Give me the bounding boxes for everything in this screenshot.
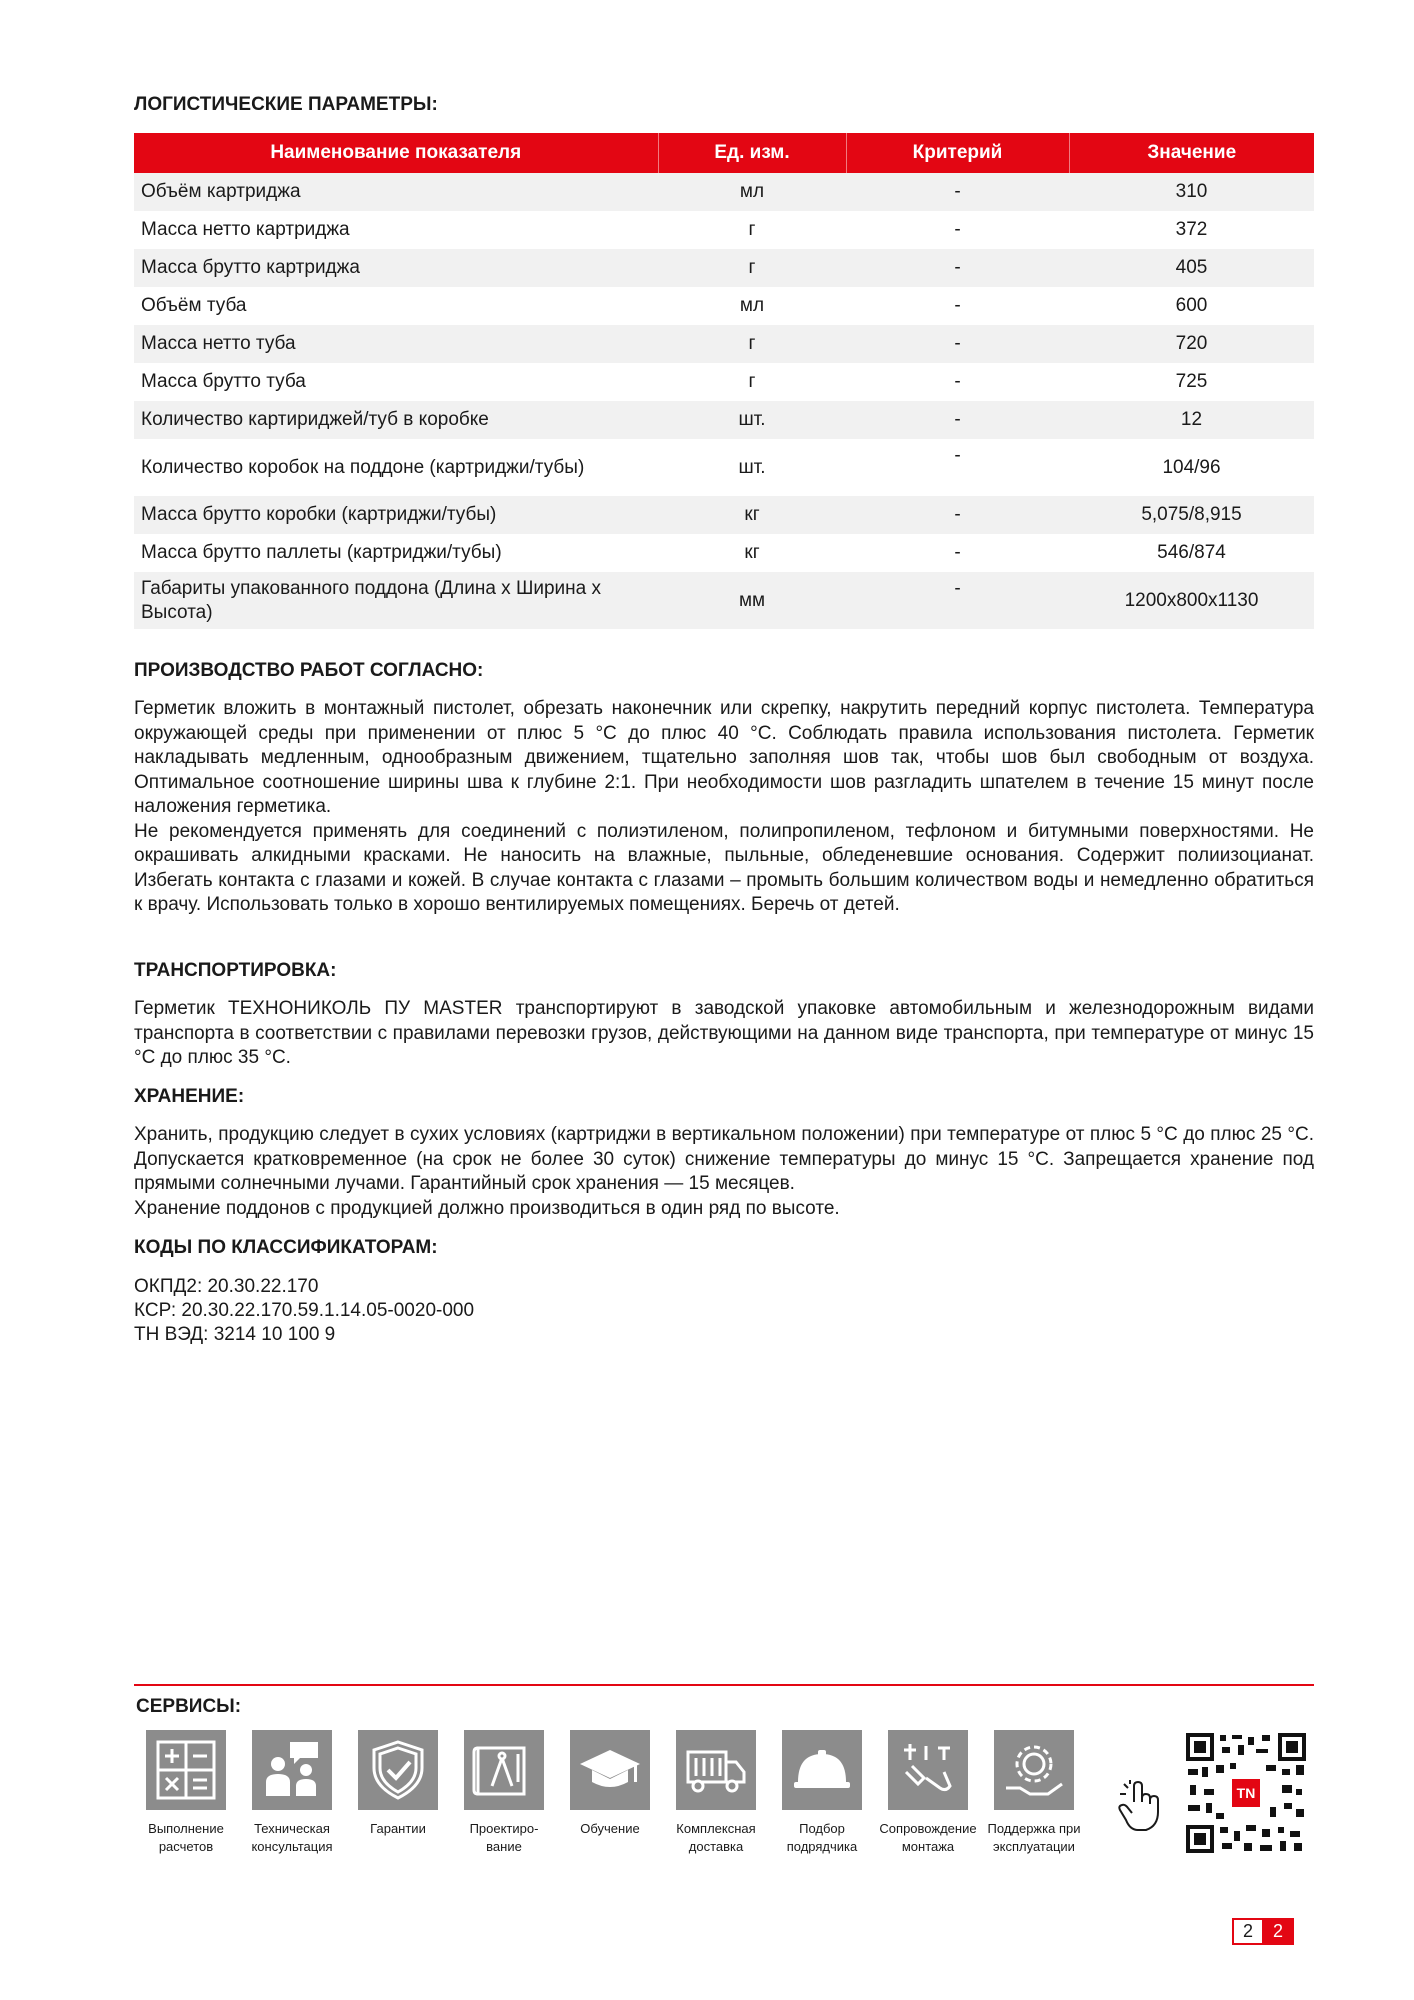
row-unit: г [658,325,846,363]
row-value: 405 [1069,249,1314,287]
production-paragraph-2: Не рекомендуется применять для соединений с полиэтиленом, полипропиленом, тефлоном и битумными поверхностями. Не окрашивать алкидными красками. Не наносить на влажные, пыльные, обледеневшие основания. Содержит полиизоцианат. Избегать контакта с глазами и кожей. В случае контакта с глазами – промыть большим количеством воды и немедленно обратиться к врачу. Использовать только в хорошо вентилируемых помещениях. Беречь от детей. [134,820,1314,915]
production-paragraph-1: Герметик вложить в монтажный пистолет, обрезать наконечник или скрепку, накрутить передний корпус пистолета. Температура окружающей среды при применении от плюс 5 °С до плюс 40 °С. Соблюдать правила использования пистолета. Герметик накладывать медленным, однообразным движением, тщательно заполняя шов так, чтобы шов был свободным от воздуха. Оптимальное соотношение ширины шва к глубине 2:1. При необходимости шов разгладить шпателем в течение 15 минут после наложения герметика. [134,698,1314,817]
transport-paragraph: Герметик ТЕХНОНИКОЛЬ ПУ MASTER транспортируют в заводской упаковке автомобильным и железнодорожным видами транспорта в соответствии с правилами перевозки грузов, действующими на данном виде транспорта, при температуре от минус 15 °С до плюс 35 °С. [134,998,1314,1068]
row-value: 372 [1175,219,1208,240]
service-support[interactable] [979,1730,1089,1856]
storage-text [134,1123,1314,1221]
row-name: Количество коробок на поддоне (картриджи/тубы) [141,456,585,478]
row-unit: г [658,249,846,287]
row-unit: г [748,219,756,240]
pointing-hand-icon [1118,1780,1162,1839]
blueprint-icon [464,1730,544,1810]
row-name: Количество картириджей/туб в коробке [134,401,658,439]
row-name: Масса брутто паллеты (картриджи/тубы) [141,542,502,563]
service-delivery[interactable] [661,1730,771,1856]
row-unit: мл [739,295,765,316]
row-name: Масса нетто картриджа [141,219,350,240]
service-label: Проектиро- вание [469,1821,539,1854]
hard-hat-icon [782,1730,862,1810]
table-row [134,325,1314,363]
row-criterion: - [954,219,961,240]
row-unit: кг [658,496,846,534]
table-row [134,249,1314,287]
row-value: 310 [1069,173,1314,211]
row-value: 12 [1069,401,1314,439]
row-criterion: - [954,371,961,392]
row-criterion: - [954,542,961,563]
service-label: Техническая консультация [251,1821,333,1854]
row-criterion: - [846,401,1069,439]
column-header-criterion: Критерий [846,133,1069,173]
service-label: Подбор подрядчика [786,1821,858,1854]
table-row [134,496,1314,534]
row-value: 720 [1069,325,1314,363]
row-name: Объём туба [141,295,247,316]
row-criterion: - [954,445,961,466]
okpd-code: ОКПД2: 20.30.22.170 [134,1276,319,1297]
table-row [134,534,1314,572]
column-header-unit: Ед. изм. [658,133,846,173]
service-calculations[interactable] [131,1730,241,1856]
table-row [134,572,1314,629]
row-value: 600 [1175,295,1208,316]
graduation-cap-icon [570,1730,650,1810]
service-installation[interactable] [873,1730,983,1856]
support-gear-icon [994,1730,1074,1810]
page-number-total: 2 [1262,1918,1294,1945]
row-unit: мл [658,173,846,211]
column-header-value: Значение [1069,133,1314,173]
row-criterion: - [954,295,961,316]
calculator-icon [146,1730,226,1810]
table-row [134,439,1314,496]
service-label: Сопровождение монтажа [879,1821,977,1854]
row-value: 104/96 [1162,456,1221,478]
row-unit: мм [658,572,846,629]
service-label: Обучение [580,1821,640,1836]
service-guarantees[interactable] [343,1730,453,1838]
services-title: СЕРВИСЫ: [136,1696,242,1717]
row-name: Масса брутто туба [141,371,306,392]
truck-icon [676,1730,756,1810]
service-label: Гарантии [370,1821,426,1836]
row-criterion: - [846,173,1069,211]
row-criterion: - [846,325,1069,363]
storage-paragraph-2: Хранение поддонов с продукцией должно производиться в один ряд по высоте. [134,1197,840,1219]
row-criterion: - [846,496,1069,534]
storage-title: ХРАНЕНИЕ: [134,1086,245,1107]
consultation-icon [252,1730,332,1810]
codes-title: КОДЫ ПО КЛАССИФИКАТОРАМ: [134,1237,438,1258]
qr-code[interactable] [1186,1733,1306,1853]
row-name: Объём картриджа [134,173,658,211]
storage-paragraph-1: Хранить, продукцию следует в сухих условиях (картриджи в вертикальном положении) при температуре от плюс 5 °С до плюс 25 °С. Допускается кратковременное (на срок не более 30 суток) снижение температуры до минус 15 °С. Запрещается хранение под прямыми солнечными лучами. Гарантийный срок хранения — 15 месяцев. [134,1124,1314,1194]
row-name: Габариты упакованного поддона (Длина х Ширина х Высота) [134,572,658,629]
services-divider [134,1684,1314,1686]
table-row [134,173,1314,211]
classifier-codes [134,1275,474,1347]
row-unit: шт. [658,401,846,439]
row-value: 5,075/8,915 [1069,496,1314,534]
service-design[interactable] [449,1730,559,1856]
service-label: Комплексная доставка [676,1821,756,1854]
row-name: Масса брутто коробки (картриджи/тубы) [134,496,658,534]
production-title: ПРОИЗВОДСТВО РАБОТ СОГЛАСНО: [134,660,484,681]
production-text [134,697,1314,918]
shield-check-icon [358,1730,438,1810]
transport-title: ТРАНСПОРТИРОВКА: [134,960,337,981]
table-row [134,401,1314,439]
table-header-row [134,133,1314,173]
logistics-table [134,133,1314,629]
logistics-title: ЛОГИСТИЧЕСКИЕ ПАРАМЕТРЫ: [134,94,438,115]
row-unit: кг [744,542,760,563]
row-criterion: - [846,572,1069,629]
tnved-code: ТН ВЭД: 3214 10 100 9 [134,1324,336,1345]
row-value: 725 [1175,371,1208,392]
service-consultation[interactable] [237,1730,347,1856]
service-contractor[interactable] [767,1730,877,1856]
row-value: 1200х800х1130 [1069,572,1314,629]
service-label: Поддержка при эксплуатации [987,1821,1081,1854]
row-unit: шт. [738,456,766,478]
row-name: Масса брутто картриджа [134,249,658,287]
qr-logo: TN [1236,1785,1256,1801]
row-unit: г [748,371,756,392]
table-row [134,287,1314,325]
ksr-code: КСР: 20.30.22.170.59.1.14.05-0020-000 [134,1300,475,1321]
service-label: Выполнение расчетов [148,1821,224,1854]
table-row [134,363,1314,401]
table-row [134,211,1314,249]
wrench-hand-icon [888,1730,968,1810]
row-name: Масса нетто туба [134,325,658,363]
transport-text [134,997,1314,1071]
service-training[interactable] [555,1730,665,1838]
column-header-name: Наименование показателя [134,133,658,173]
row-criterion: - [846,249,1069,287]
page-number-current: 2 [1232,1918,1264,1945]
row-value: 546/874 [1157,542,1226,563]
